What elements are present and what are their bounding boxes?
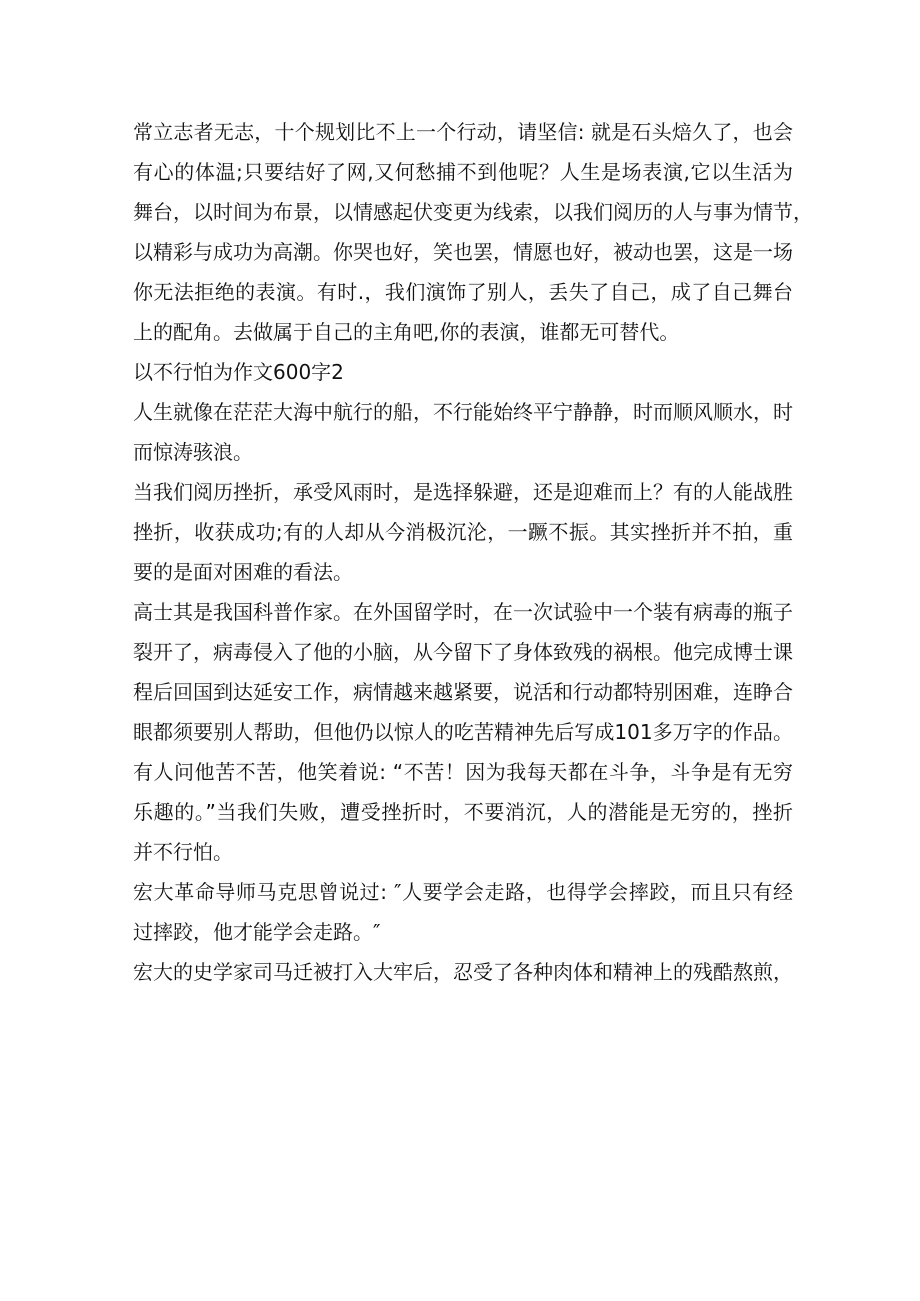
text-line: 要的是面对困难的看法。 (133, 560, 353, 584)
heading-text: 以不行怕为作文600字2 (133, 360, 344, 384)
text-line: 宏大革命导师马克思曾说过: ″人要学会走路，也得学会摔跤，而且只有经 (133, 880, 793, 904)
text-line: 眼都须要别人帮助，但他仍以惊人的吃苦精神先后写成101多万字的作品。 (133, 720, 793, 744)
text-line: 当我们阅历挫折，承受风雨时，是选择躲避，还是迎难而上？有的人能战胜 (133, 480, 793, 504)
text-line: 程后回国到达延安工作，病情越来越紧要，说活和行动都特别困难，连睁合 (133, 680, 793, 704)
paragraph (133, 952, 793, 992)
text-line: 舞台，以时间为布景，以情感起伏变更为线索，以我们阅历的人与事为情节， (133, 200, 813, 224)
document-body (133, 112, 813, 992)
paragraph (133, 592, 793, 872)
text-line: 并不行怕。 (133, 840, 233, 864)
text-line: 过摔跤，他才能学会走路。″ (133, 920, 381, 944)
text-line: 以精彩与成功为高潮。你哭也好，笑也罢，情愿也好，被动也罢，这是一场 (133, 240, 793, 264)
text-line: 常立志者无志，十个规划比不上一个行动，请坚信: 就是石头焙久了，也会 (133, 120, 793, 144)
text-line: 而惊涛骇浪。 (133, 440, 253, 464)
section-heading (133, 352, 793, 392)
paragraph (133, 392, 793, 472)
text-line: 有人问他苦不苦，他笑着说: “不苦！因为我每天都在斗争，斗争是有无穷 (133, 760, 793, 784)
text-line: 挫折，收获成功;有的人却从今消极沉沦，一蹶不振。其实挫折并不拍，重 (133, 520, 793, 544)
text-line: 乐趣的。”当我们失败，遭受挫折时，不要消沉，人的潜能是无穷的，挫折 (133, 800, 793, 824)
paragraph (133, 872, 793, 952)
text-line: 上的配角。去做属于自己的主角吧,你的表演，谁都无可替代。 (133, 320, 680, 344)
paragraph (133, 472, 793, 592)
text-line: 宏大的史学家司马迁被打入大牢后，忍受了各种肉体和精神上的残酷熬煎， (133, 960, 793, 984)
paragraph (133, 112, 813, 352)
text-line: 裂开了，病毒侵入了他的小脑，从今留下了身体致残的祸根。他完成博士课 (133, 640, 793, 664)
text-line: 高士其是我国科普作家。在外国留学时，在一次试验中一个装有病毒的瓶子 (133, 600, 793, 624)
text-line: 你无法拒绝的表演。有时.，我们演饰了别人，丢失了自己，成了自己舞台 (133, 280, 793, 304)
text-line: 有心的体温;只要结好了网,又何愁捕不到他呢？人生是场表演,它以生活为 (133, 160, 793, 184)
text-line: 人生就像在茫茫大海中航行的船，不行能始终平宁静静，时而顺风顺水，时 (133, 400, 793, 424)
